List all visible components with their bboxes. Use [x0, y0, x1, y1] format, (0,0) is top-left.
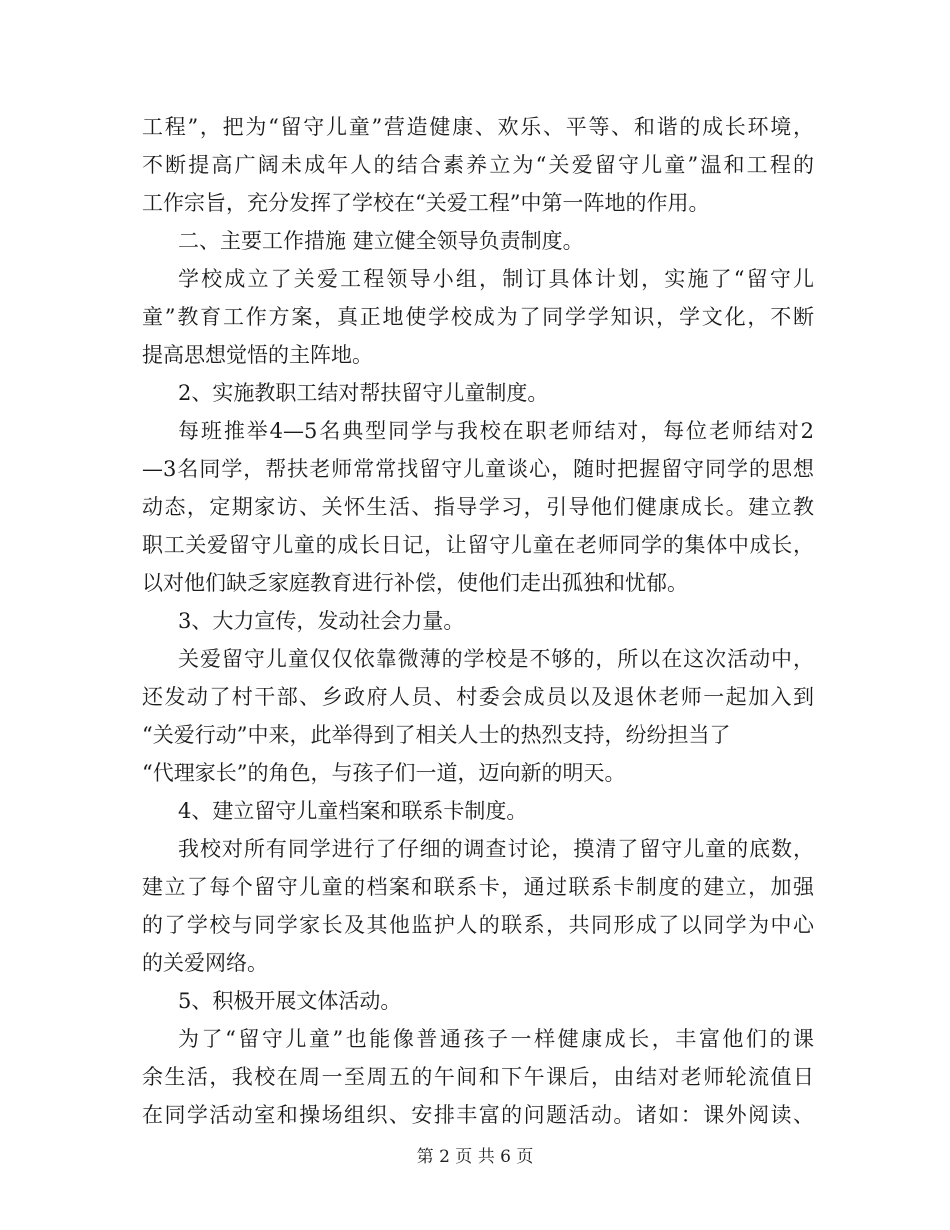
text-line: 余生活，我校在周一至周五的午间和下午课后，由结对老师轮流值日 [142, 1065, 814, 1089]
text-line: 5、积极开展文体活动。 [178, 989, 402, 1013]
text-line: 以对他们缺乏家庭教育进行补偿，使他们走出孤独和忧郁。 [142, 571, 688, 595]
text-line: 不断提高广阔未成年人的结合素养立为“关爱留守儿童”温和工程的 [142, 153, 814, 177]
text-line: 在同学活动室和操场组织、安排丰富的问题活动。诸如：课外阅读、 [142, 1103, 814, 1127]
text-line: 二、主要工作措施 建立健全领导负责制度。 [178, 229, 584, 253]
text-line: 还发动了村干部、乡政府人员、村委会成员以及退休老师一起加入到 [142, 685, 814, 709]
text-line: 我校对所有同学进行了仔细的调查讨论，摸清了留守儿童的底数， [178, 837, 814, 861]
text-line: 关爱留守儿童仅仅依靠微薄的学校是不够的，所以在这次活动中， [178, 647, 814, 671]
text-line: 工程”，把为“留守儿童”营造健康、欢乐、平等、和谐的成长环境， [142, 115, 814, 139]
text-line: 学校成立了关爱工程领导小组，制订具体计划，实施了“留守儿 [178, 267, 814, 291]
text-line: 职工关爱留守儿童的成长日记，让留守儿童在老师同学的集体中成长， [142, 533, 814, 557]
text-line: 2、实施教职工结对帮扶留守儿童制度。 [178, 381, 549, 405]
text-line: “代理家长”的角色，与孩子们一道，迈向新的明天。 [142, 761, 626, 785]
text-line: 建立了每个留守儿童的档案和联系卡，通过联系卡制度的建立，加强 [142, 875, 814, 899]
text-line: 为了“留守儿童”也能像普通孩子一样健康成长，丰富他们的课 [178, 1027, 814, 1051]
text-line: 童”教育工作方案，真正地使学校成为了同学学知识，学文化，不断 [142, 305, 814, 329]
text-line: 动态，定期家访、关怀生活、指导学习，引导他们健康成长。建立教 [142, 495, 814, 519]
text-line: 的关爱网络。 [142, 951, 268, 975]
text-line: 提高思想觉悟的主阵地。 [142, 343, 373, 367]
text-line: —3名同学，帮扶老师常常找留守儿童谈心，随时把握留守同学的思想 [142, 457, 814, 481]
text-line: 3、大力宣传，发动社会力量。 [178, 609, 465, 633]
text-line: 工作宗旨，充分发挥了学校在“关爱工程”中第一阵地的作用。 [142, 191, 710, 215]
text-line: 4、建立留守儿童档案和联系卡制度。 [178, 799, 528, 823]
text-line: 每班推举4—5名典型同学与我校在职老师结对，每位老师结对2 [178, 419, 814, 443]
document-body [142, 108, 814, 1134]
text-line: “关爱行动”中来，此举得到了相关人士的热烈支持，纷纷担当了 [142, 723, 731, 747]
text-line: 的了学校与同学家长及其他监护人的联系，共同形成了以同学为中心 [142, 913, 814, 937]
page-footer: 第 2 页 共 6 页 [416, 1147, 534, 1167]
